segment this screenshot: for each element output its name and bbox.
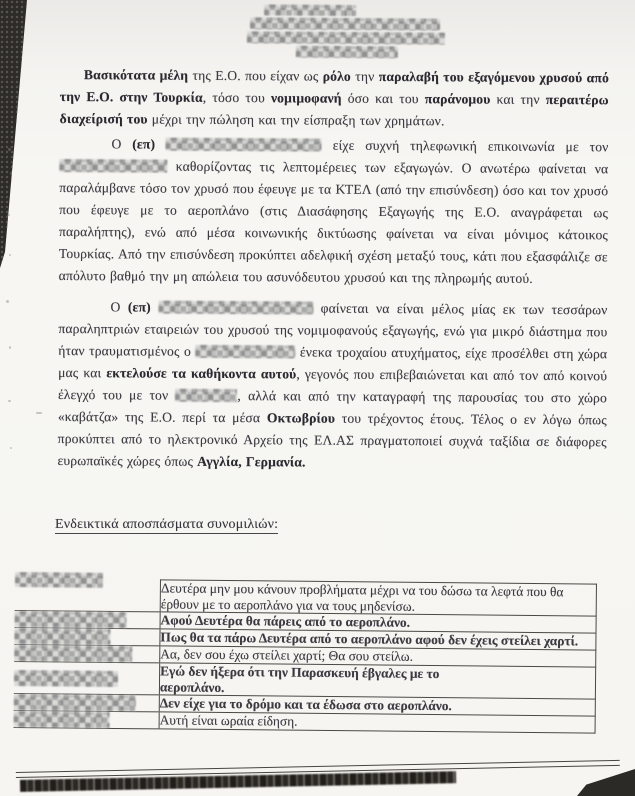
- text-segment: , τόσο του: [202, 89, 272, 106]
- section-heading: [55, 517, 278, 533]
- text-segment: Ο: [110, 299, 128, 315]
- text-segment: είχε συχνή τηλεφωνική επικοινωνία με τον: [321, 137, 609, 155]
- redacted-header-line: [296, 46, 398, 59]
- text-segment: την: [350, 68, 379, 84]
- redacted-name: [59, 159, 167, 173]
- paragraph-phone-contact: [59, 133, 609, 290]
- speaker-cell: [14, 661, 160, 694]
- paragraph-members-role: [60, 64, 609, 133]
- paragraph-company-member: [58, 296, 608, 475]
- redacted-speaker: [14, 669, 118, 686]
- redacted-speaker: [14, 645, 132, 662]
- redacted-speaker: [15, 611, 127, 628]
- message-cell: Αυτή είναι ωραία είδηση.: [159, 712, 595, 733]
- text-segment: όσο και του: [341, 90, 425, 107]
- bold-text-segment: παράνομου: [424, 91, 491, 107]
- message-cell: Αα, δεν σου έχω στείλει χαρτί; Θα σου στείλω.: [160, 646, 596, 667]
- speaker-cell: [15, 579, 161, 612]
- redacted-name: [158, 301, 313, 315]
- conversation-table: [14, 578, 597, 734]
- redacted-header-line: [250, 17, 440, 30]
- text-segment: της Ε.Ο. που είχαν ως: [188, 67, 323, 84]
- scan-dark-edge: [0, 0, 30, 268]
- text-segment: και την: [490, 91, 546, 107]
- bold-text-segment: νομιμοφανή: [270, 90, 342, 106]
- message-cell: Δεν είχε για το δρόμο και τα έδωσα στο αεροπλάνο.: [159, 695, 595, 716]
- speaker-cell: [14, 693, 160, 711]
- cut-off-next-table: [16, 760, 620, 792]
- document-body: [58, 64, 609, 475]
- redacted-speaker: [14, 711, 110, 728]
- text-segment: , αλλά και από την καταγραφή της παρουσίας του στο χώρο «καβάτζα» της Ε.Ο. περί τα μέσα: [57, 388, 608, 426]
- bold-text-segment: Οκτωβρίου: [266, 410, 336, 426]
- speaker-cell: [14, 627, 160, 645]
- redacted-name: [166, 138, 322, 152]
- redacted-name: [175, 389, 237, 402]
- redacted-speaker: [14, 694, 136, 711]
- bold-text-segment: (επ): [127, 299, 159, 315]
- speaker-cell: [14, 710, 160, 728]
- redacted-header-line: [264, 4, 356, 16]
- bold-text-segment: παραλαβή του εξαγόμενου χρυσού από την Ε.Ο. στην Τουρκία: [59, 68, 609, 105]
- message-cell: Πως θα τα πάρω Δευτέρα από το αεροπλάνο αφού δεν έχεις στείλει χαρτί.: [160, 629, 596, 650]
- text-segment: φαίνεται να είναι μέλος μίας εκ των τεσσάρων παραληπτριών εταιρειών του χρυσού της νομιμοφανούς εξαγωγής, ενώ για μικρό διάστημα που ήταν τραυματισμένος ο: [58, 300, 608, 359]
- redacted-header-line: [247, 31, 445, 44]
- bold-text-segment: Βασικότατα μέλη: [83, 67, 189, 83]
- text-segment: , γεγονός που επιβεβαιώνεται και από τον από κοινού έλεγχό του με τον: [57, 366, 608, 403]
- bold-text-segment: ρόλο: [322, 68, 351, 84]
- bold-text-segment: Αγγλία, Γερμανία.: [197, 453, 306, 470]
- speaker-cell: [14, 644, 160, 662]
- redacted-speaker: [14, 628, 110, 645]
- text-segment: του τρέχοντος έτους. Τέλος ο εν λόγω όπως προκύπτει από το ηλεκτρονικό Αρχείο της ΕΛ.ΑΣ πραγματοποιεί συχνά ταξίδια σε διάφορες ευρωπαϊκές χώρες όπως: [57, 410, 607, 469]
- text-segment: μέχρι την πώληση και την είσπραξη των χρημάτων.: [147, 111, 445, 129]
- text-segment: Ο: [111, 136, 133, 152]
- redacted-letterhead: [250, 4, 445, 60]
- redacted-name: [195, 345, 295, 359]
- section-heading-text: Ενδεικτικά αποσπάσματα συνομιλιών:: [55, 517, 279, 532]
- message-cell: Δευτέρα μην μου κάνουν προβλήματα μέχρι να του δώσω τα λεφτά που θα έρθουν με το αεροπλάνο για να τους μηδενίσω.: [160, 580, 596, 616]
- bold-text-segment: εκτελούσε τα καθήκοντα αυτού: [106, 365, 297, 382]
- text-segment: ένεκα τροχαίου ατυχήματος, είχε προσέλθει στη χώρα μας και: [58, 344, 608, 381]
- speaker-cell: [15, 610, 161, 628]
- bold-text-segment: (επ): [132, 136, 167, 152]
- bold-text-segment: περαιτέρω διαχείρισή του: [59, 91, 609, 127]
- message-cell: Αφού Δευτέρα θα πάρεις από το αεροπλάνο.: [160, 612, 596, 633]
- redacted-speaker: [15, 572, 103, 588]
- message-cell: Εγώ δεν ήξερα ότι την Παρασκευή έβγαλες με το αεροπλάνο.: [159, 663, 595, 699]
- text-segment: καθορίζοντας τις λεπτομέρειες των εξαγωγών. Ο ανωτέρω φαίνεται να παραλάμβανε τόσο τον χρυσό που έφευγε με τα ΚΤΕΛ (από την επισύνδεση) όσο και τον χρυσό που έφευγε με το αεροπλάνο (στις Διασάφησης Εξαγωγής της Ε.Ο. αναγράφεται ως παραλήπτης), ενώ από μέσα κοινωνικής δικτύωσης φαίνεται να είναι μόνιμος κάτοικος Τουρκίας. Από την επισύνδεση προκύπτει αδελφική σχέση μεταξύ τους, κάτι που εξασφάλιζε σε απόλυτο βαθμό την μη απώλεια του ασυνόδευτου χρυσού και της πληρωμής αυτού.: [58, 158, 609, 286]
